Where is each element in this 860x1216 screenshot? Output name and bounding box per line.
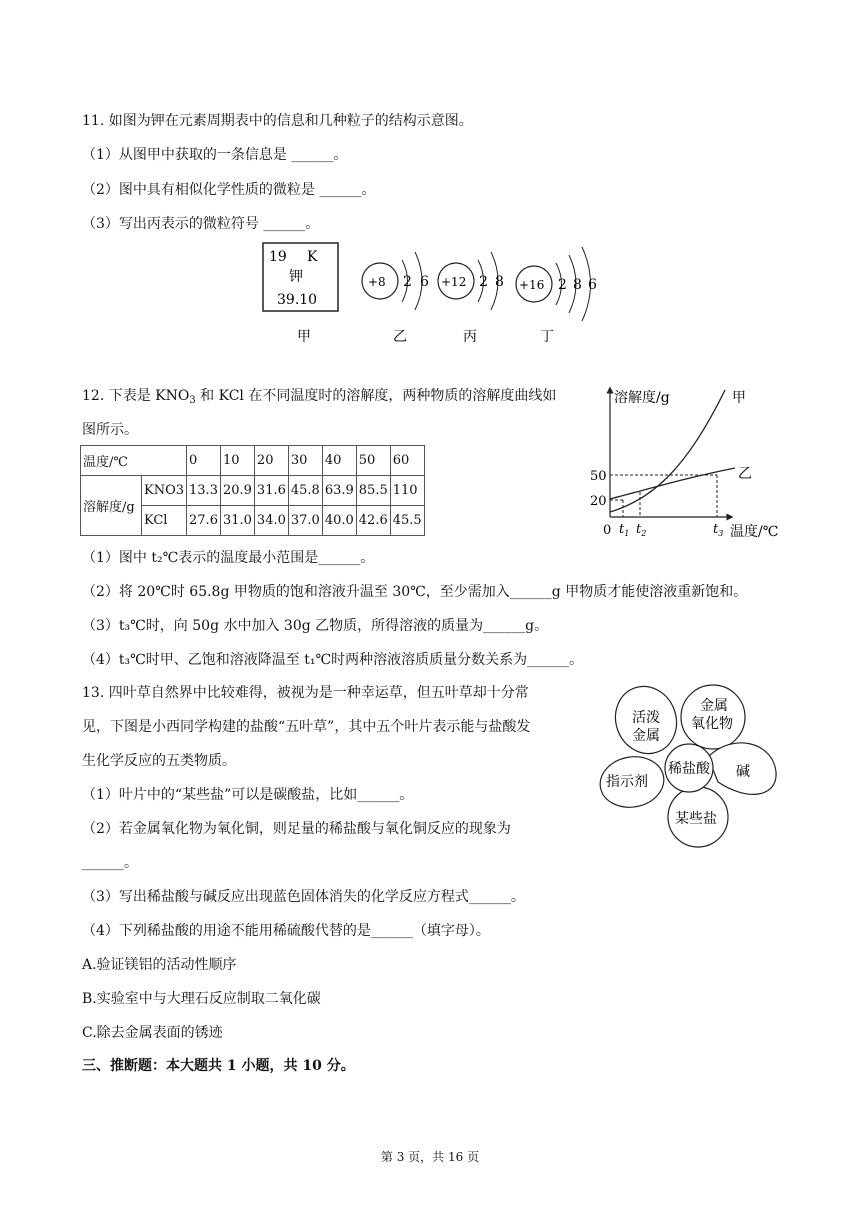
y-tick-20: 20 <box>590 494 607 509</box>
q12-part3: （3）t₃℃时，向 50g 水中加入 30g 乙物质，所得溶液的质量为______g。 <box>82 618 549 634</box>
table-cell: 0 <box>187 446 221 476</box>
leaf-label: 活泼 <box>632 710 660 726</box>
table-header-temp: 温度/℃ <box>81 446 187 476</box>
figure-label: 丁 <box>540 329 554 345</box>
nucleus-charge: +12 <box>441 275 467 289</box>
leaf-label: 某些盐 <box>675 811 717 827</box>
series-label-b: 乙 <box>738 466 752 482</box>
x-tick-t1: $t_1$ <box>619 522 630 538</box>
figure-label: 甲 <box>297 329 311 345</box>
y-axis-label: 溶解度/g <box>614 390 670 406</box>
shell-electrons: 8 <box>573 277 582 293</box>
table-cell: 42.6 <box>356 506 390 536</box>
q12-part4: （4）t₃℃时甲、乙饱和溶液降温至 t₁℃时两种溶液溶质质量分数关系为______。 <box>82 652 584 668</box>
q13-part4: （4）下列稀盐酸的用途不能用稀硫酸代替的是______（填字母）。 <box>82 923 490 939</box>
leaf-label: 指示剂 <box>606 774 648 790</box>
figure-label: 乙 <box>393 329 407 345</box>
table-cell: 27.6 <box>187 506 221 536</box>
y-tick-50: 50 <box>590 469 607 484</box>
table-cell: 31.6 <box>254 476 288 506</box>
origin-label: 0 <box>603 523 612 538</box>
q13-stem-2: 见，下图是小西同学构建的盐酸“五叶草”，其中五个叶片表示能与盐酸发 <box>82 719 531 735</box>
section-heading: 三、推断题：本大题共 1 小题，共 10 分。 <box>82 1058 355 1074</box>
table-cell: 10 <box>220 446 254 476</box>
table-cell: 40 <box>322 446 356 476</box>
solubility-curve-graph <box>585 382 790 542</box>
q13-stem-1: 13. 四叶草自然界中比较难得，被视为是一种幸运草，但五叶草却十分常 <box>82 685 529 701</box>
series-label-a: 甲 <box>732 390 746 406</box>
figure-label: 丙 <box>463 329 477 345</box>
table-header-solubility: 溶解度/g <box>81 476 142 536</box>
shell-electrons: 2 <box>403 274 412 290</box>
option-c: C.除去金属表面的锈迹 <box>82 1025 223 1041</box>
q11-part1: （1）从图甲中获取的一条信息是 ______。 <box>82 147 348 163</box>
q13-part2: （2）若金属氧化物为氧化铜，则足量的稀盐酸与氧化铜反应的现象为 <box>82 821 511 837</box>
table-cell: 45.8 <box>288 476 322 506</box>
q12-part1: （1）图中 t₂℃表示的温度最小范围是______。 <box>82 550 375 566</box>
table-cell: 60 <box>390 446 424 476</box>
q13-part2-blank: ______。 <box>82 855 138 871</box>
q11-stem: 11. 如图为钾在元素周期表中的信息和几种粒子的结构示意图。 <box>82 113 473 129</box>
nucleus-charge: +8 <box>368 275 386 289</box>
solubility-table <box>80 445 425 536</box>
nucleus-charge: +16 <box>519 278 545 292</box>
q13-stem-3: 生化学反应的五类物质。 <box>82 753 236 769</box>
shell-electrons: 6 <box>420 274 429 290</box>
page-footer: 第 3 页，共 16 页 <box>380 1150 480 1164</box>
shell-electrons: 6 <box>588 277 597 293</box>
leaf-label: 金属 <box>700 698 728 714</box>
q11-part2: （2）图中具有相似化学性质的微粒是 ______。 <box>82 182 376 198</box>
table-row-label: KCl <box>142 506 187 536</box>
table-cell: 30 <box>288 446 322 476</box>
table-cell: 110 <box>390 476 424 506</box>
atomic-number: 19 <box>269 249 287 265</box>
element-name: 钾 <box>289 269 303 285</box>
table-cell: 13.3 <box>187 476 221 506</box>
leaf-label: 碱 <box>736 764 750 780</box>
table-cell: 50 <box>356 446 390 476</box>
table-cell: 20 <box>254 446 288 476</box>
leaf-label: 金属 <box>632 728 660 744</box>
table-cell: 20.9 <box>220 476 254 506</box>
table-cell: 37.0 <box>288 506 322 536</box>
table-cell: 45.5 <box>390 506 424 536</box>
leaf-label: 氧化物 <box>691 716 733 732</box>
q11-part3: （3）写出丙表示的微粒符号 ______。 <box>82 216 320 232</box>
x-axis-label: 温度/℃ <box>730 524 779 540</box>
q13-part3: （3）写出稀盐酸与碱反应出现蓝色固体消失的化学反应方程式______。 <box>82 889 525 905</box>
atomic-mass: 39.10 <box>277 292 318 308</box>
x-tick-t3: $t_3$ <box>713 522 724 538</box>
q12-stem-cont: 图所示。 <box>82 422 138 438</box>
x-tick-t2: $t_2$ <box>636 522 647 538</box>
option-a: A.验证镁铝的活动性顺序 <box>82 957 237 973</box>
option-b: B.实验室中与大理石反应制取二氧化碳 <box>82 991 321 1007</box>
shell-electrons: 2 <box>479 274 488 290</box>
five-leaf-clover-diagram <box>598 682 783 852</box>
table-cell: 34.0 <box>254 506 288 536</box>
clover-center-label: 稀盐酸 <box>668 761 710 777</box>
q12-stem: 12. 下表是 $KNO_3$ 和 KCl 在不同温度时的溶解度，两种物质的溶解度曲线如 <box>82 388 557 406</box>
curve-a <box>610 390 725 512</box>
table-cell: 31.0 <box>220 506 254 536</box>
table-cell: 85.5 <box>356 476 390 506</box>
table-cell: 63.9 <box>322 476 356 506</box>
element-symbol: K <box>307 249 318 265</box>
shell-electrons: 2 <box>558 277 567 293</box>
q13-part1: （1）叶片中的“某些盐”可以是碳酸盐，比如______。 <box>82 787 414 803</box>
atom-structure-figure <box>255 238 615 350</box>
table-row-label: KNO3 <box>142 476 187 506</box>
shell-electrons: 8 <box>495 274 504 290</box>
q12-part2: （2）将 20℃时 65.8g 甲物质的饱和溶液升温至 30℃，至少需加入______g 甲物质才能使溶液重新饱和。 <box>82 584 748 600</box>
table-cell: 40.0 <box>322 506 356 536</box>
